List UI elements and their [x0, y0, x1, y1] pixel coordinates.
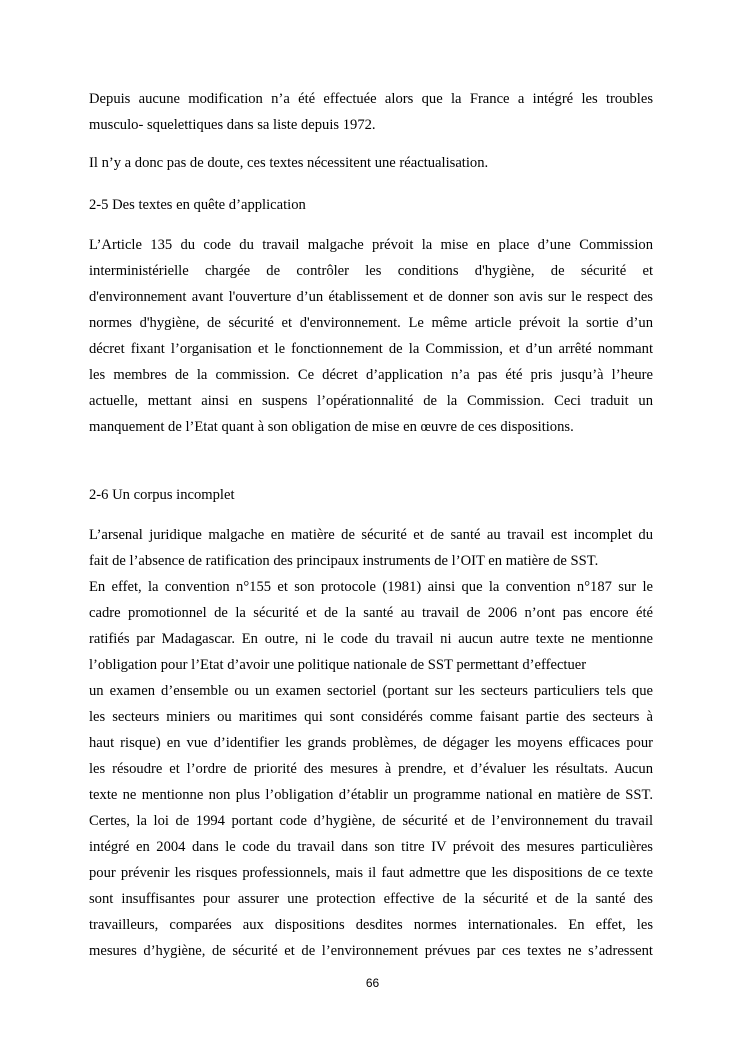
body-text-line: fait de l’absence de ratification des principaux instruments de l’OIT en matière de SST. [89, 553, 599, 569]
body-text-line: les résoudre et l’ordre de priorité des mesures à prendre, et d’évaluer les résultats. Aucun [89, 761, 653, 777]
body-text-line: haut risque) en vue d’identifier les grands problèmes, de dégager les moyens efficaces pour [89, 735, 653, 751]
body-text-line: texte ne mentionne non plus l’obligation d’établir un programme national en matière de SST. [89, 787, 653, 803]
body-text-line: les secteurs miniers ou maritimes qui sont considérés comme faisant partie des secteurs à [89, 709, 653, 725]
body-text-line: les membres de la commission. Ce décret d’application n’a pas été pris jusqu’à l’heure [89, 367, 653, 383]
body-text-line: manquement de l’Etat quant à son obligation de mise en œuvre de ces dispositions. [89, 419, 574, 435]
body-text-line: L’arsenal juridique malgache en matière de sécurité et de santé au travail est incomplet du [89, 527, 653, 543]
body-text-line: cadre promotionnel de la sécurité et de la santé au travail de 2006 n’ont pas encore été [89, 605, 653, 621]
body-text-line: décret fixant l’organisation et le fonctionnement de la Commission, et d’un arrêté nommant [89, 341, 653, 357]
body-text-line: Certes, la loi de 1994 portant code d’hygiène, de sécurité et de l’environnement du travail [89, 813, 653, 829]
body-text-line: pour prévenir les risques professionnels, mais il faut admettre que les dispositions de ce texte [89, 865, 653, 881]
body-text-line: actuelle, mettant ainsi en suspens l’opérationnalité de la Commission. Ceci traduit un [89, 393, 653, 409]
section-heading: 2-6 Un corpus incomplet [89, 487, 235, 503]
page-number: 66 [365, 976, 380, 990]
body-text-line: un examen d’ensemble ou un examen sectoriel (portant sur les secteurs particuliers tels que [89, 683, 653, 699]
body-text-line: En effet, la convention n°155 et son protocole (1981) ainsi que la convention n°187 sur le [89, 579, 653, 595]
body-text-line: normes d'hygiène, de sécurité et d'environnement. Le même article prévoit la sortie d’un [89, 315, 653, 331]
body-text-line: l’obligation pour l’Etat d’avoir une politique nationale de SST permettant d’effectuer [89, 657, 587, 673]
section-heading: 2-5 Des textes en quête d’application [89, 197, 306, 213]
body-text-line: L’Article 135 du code du travail malgache prévoit la mise en place d’une Commission [89, 237, 653, 253]
body-text-line: mesures d’hygiène, de sécurité et de l’environnement prévues par ces textes ne s’adressent [89, 943, 653, 959]
body-text-line: intégré en 2004 dans le code du travail dans son titre IV prévoit des mesures particulières [89, 839, 653, 855]
body-text-line: interministérielle chargée de contrôler les conditions d'hygiène, de sécurité et [89, 263, 653, 279]
body-text-line: musculo- squelettiques dans sa liste depuis 1972. [89, 117, 376, 133]
body-text-line: d'environnement avant l'ouverture d’un établissement et de donner son avis sur le respect des [89, 289, 653, 305]
body-text-line: Depuis aucune modification n’a été effectuée alors que la France a intégré les troubles [89, 91, 653, 107]
body-text-line: ratifiés par Madagascar. En outre, ni le code du travail ni aucun autre texte ne mentionne [89, 631, 653, 647]
body-text-line: sont insuffisantes pour assurer une protection effective de la sécurité et de la santé des [89, 891, 653, 907]
body-text-line: Il n’y a donc pas de doute, ces textes nécessitent une réactualisation. [89, 155, 489, 171]
body-text-line: travailleurs, comparées aux dispositions desdites normes internationales. En effet, les [89, 917, 653, 933]
